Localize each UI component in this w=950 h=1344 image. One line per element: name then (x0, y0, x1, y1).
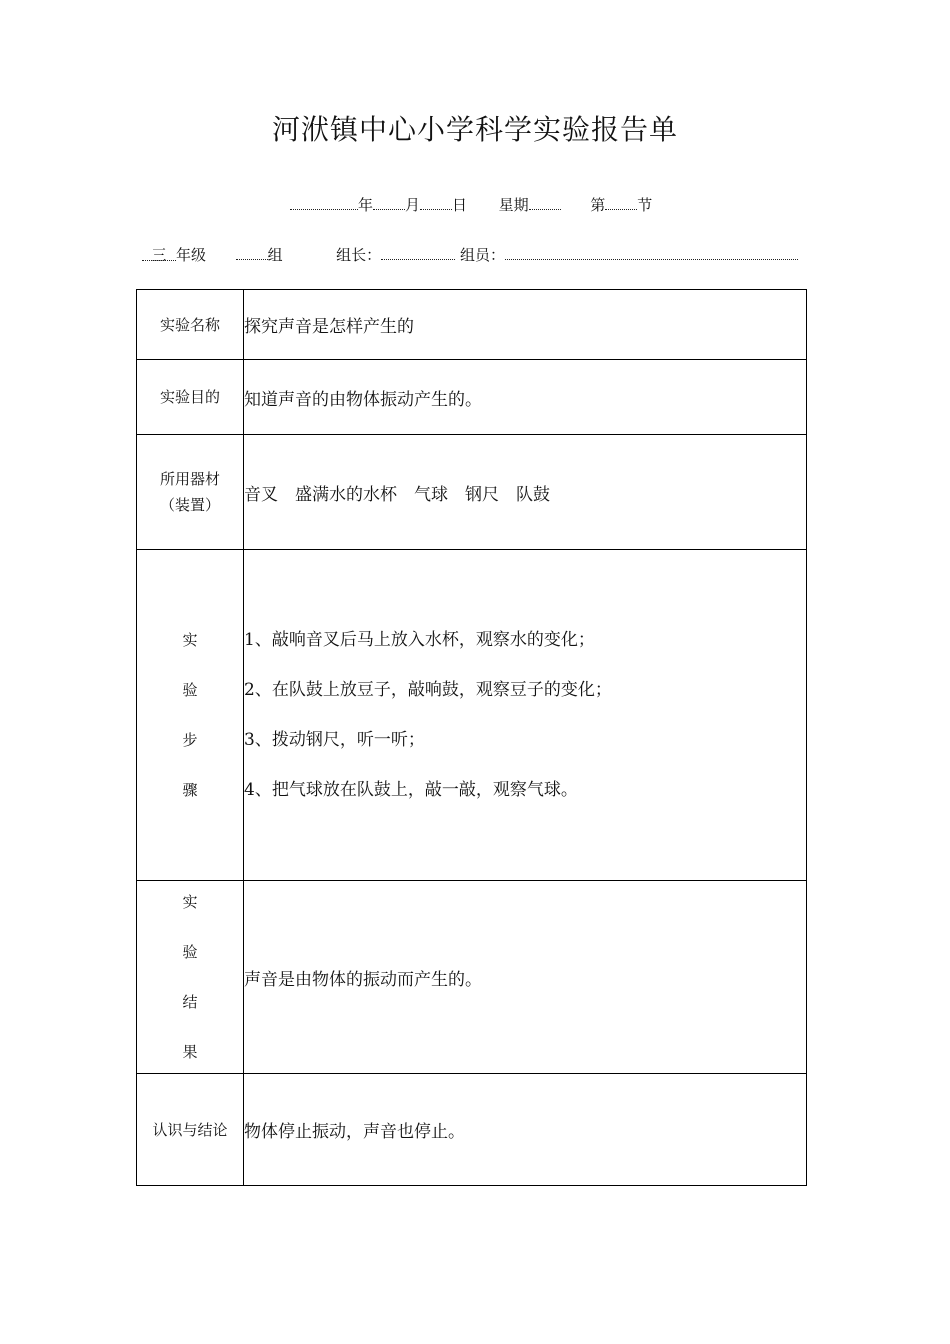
weekday-blank[interactable] (529, 193, 561, 210)
members-blank[interactable] (505, 243, 798, 260)
row-result (137, 881, 807, 1074)
month-label: 月 (405, 196, 421, 214)
year-label: 年 (358, 196, 374, 214)
result-value[interactable]: 声音是由物体的振动而产生的。 (244, 881, 807, 1074)
step-item: 2、在队鼓上放豆子，敲响鼓，观察豆子的变化； (244, 680, 612, 700)
steps-label-char: 骤 (182, 781, 198, 799)
group-blank[interactable] (236, 243, 268, 260)
result-label-char: 实 (182, 893, 198, 911)
report-table (136, 289, 807, 1186)
row-purpose (137, 360, 807, 435)
grade-value[interactable]: 三 (142, 244, 176, 261)
period-prefix: 第 (590, 196, 606, 214)
row-steps (137, 550, 807, 881)
leader-label: 组长： (336, 246, 382, 264)
materials-label-line1: 所用器材 (159, 470, 220, 488)
steps-label-char: 验 (182, 681, 198, 699)
materials-label-line2: （装置） (159, 496, 220, 514)
steps-label (137, 550, 244, 881)
materials-label (137, 435, 244, 550)
page-title: 河洑镇中心小学科学实验报告单 (271, 113, 678, 146)
steps-list[interactable] (244, 550, 807, 881)
experiment-name-value[interactable]: 探究声音是怎样产生的 (244, 290, 807, 360)
result-label-char: 验 (182, 943, 198, 961)
step-item: 3、拨动钢尺，听一听； (244, 730, 425, 750)
group-label: 组 (267, 246, 283, 264)
result-label-char: 果 (182, 1043, 198, 1061)
date-line (290, 193, 652, 215)
materials-value[interactable]: 音叉 盛满水的水杯 气球 钢尺 队鼓 (244, 435, 807, 550)
row-materials (137, 435, 807, 550)
row-experiment-name (137, 290, 807, 360)
result-label (137, 881, 244, 1074)
experiment-name-label: 实验名称 (137, 290, 244, 360)
steps-label-char: 实 (182, 631, 198, 649)
steps-label-char: 步 (182, 731, 198, 749)
day-label: 日 (452, 196, 468, 214)
group-line (142, 243, 798, 265)
step-item: 4、把气球放在队鼓上，敲一敲，观察气球。 (244, 780, 578, 800)
day-blank[interactable] (420, 193, 452, 210)
period-blank[interactable] (605, 193, 637, 210)
members-label: 组员： (459, 246, 505, 264)
grade-label: 年级 (176, 246, 207, 264)
purpose-value[interactable]: 知道声音的由物体振动产生的。 (244, 360, 807, 435)
month-blank[interactable] (373, 193, 405, 210)
period-suffix: 节 (637, 196, 653, 214)
leader-blank[interactable] (381, 243, 455, 260)
conclusion-value[interactable]: 物体停止振动，声音也停止。 (244, 1074, 807, 1186)
weekday-label: 星期 (498, 196, 529, 214)
conclusion-label: 认识与结论 (137, 1074, 244, 1186)
purpose-label: 实验目的 (137, 360, 244, 435)
step-item: 1、敲响音叉后马上放入水杯，观察水的变化； (244, 630, 595, 650)
result-label-char: 结 (182, 993, 198, 1011)
year-blank[interactable] (290, 193, 358, 210)
row-conclusion (137, 1074, 807, 1186)
